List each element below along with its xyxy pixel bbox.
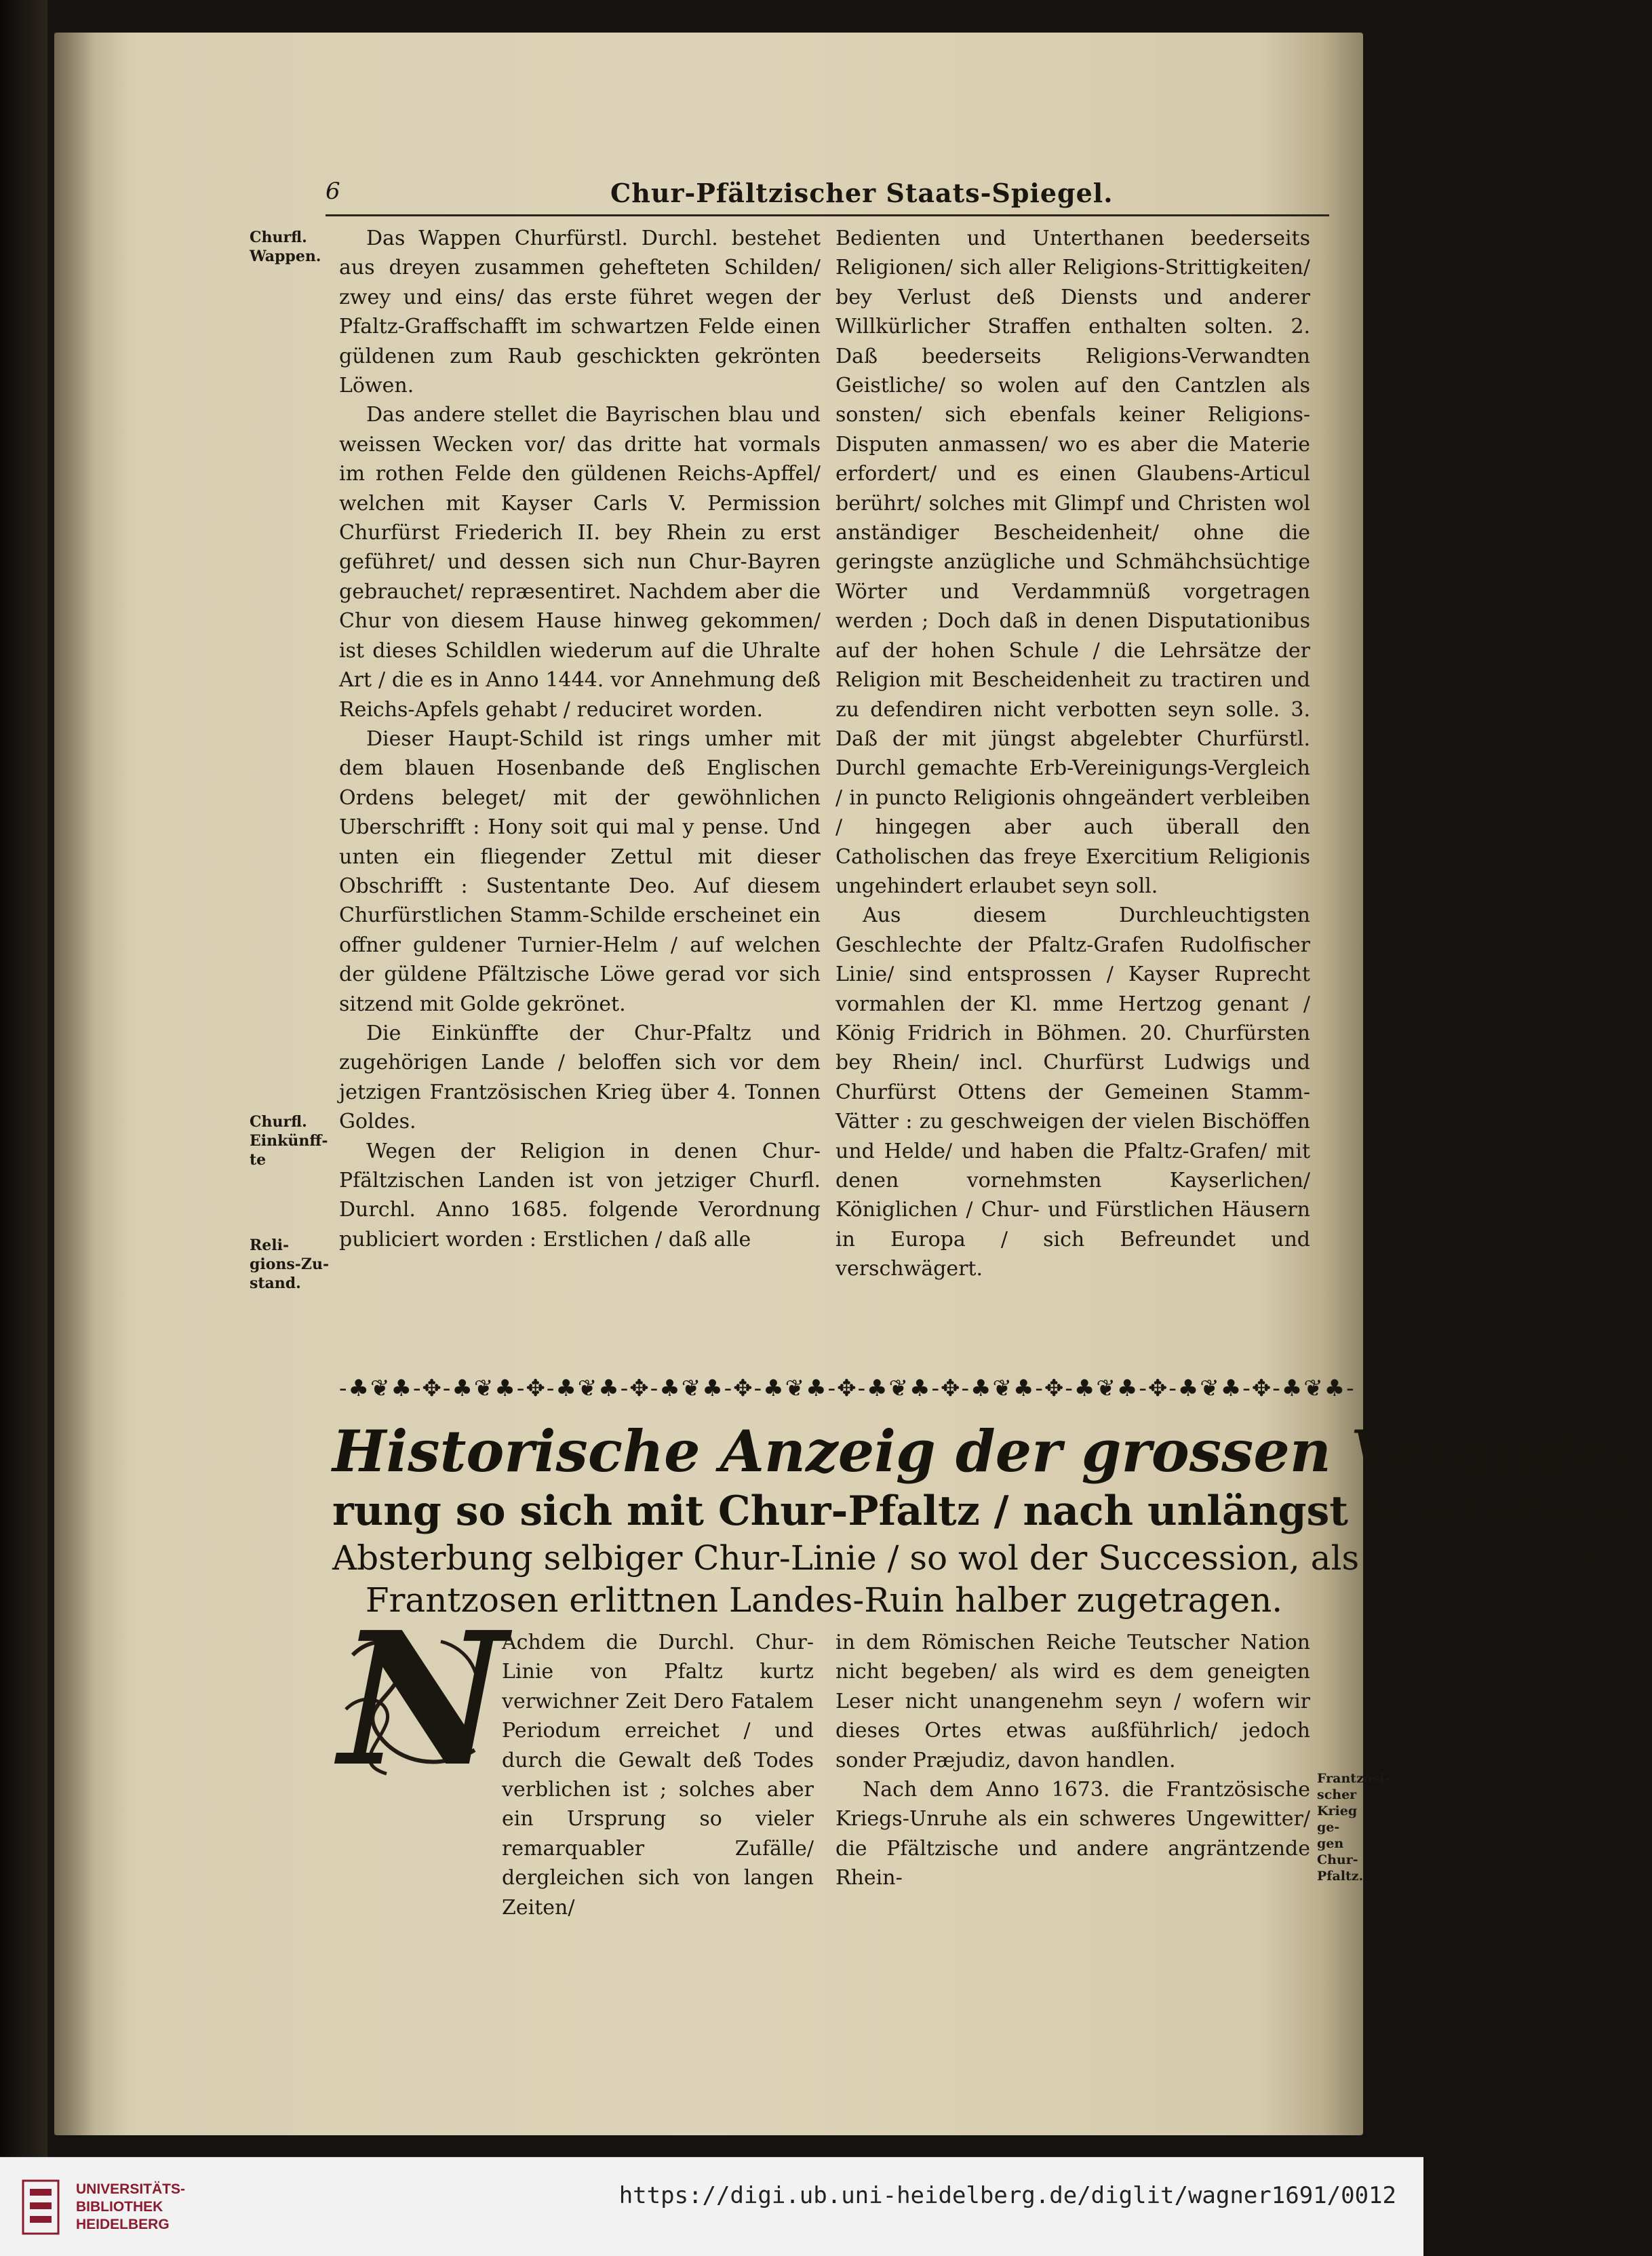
page-edge-shadow	[54, 33, 95, 2135]
university-library-logo-icon	[20, 2178, 61, 2236]
headline-line: Frantzosen erlittnen Landes-Ruin halber zugetragen.	[365, 1580, 1283, 1620]
library-logo-text	[76, 2181, 185, 2234]
headline-line: Absterbung selbiger Chur-Linie / so wol der Succession, als der durch die	[332, 1538, 1603, 1578]
logo-line: UNIVERSITÄTS-	[76, 2181, 186, 2197]
ornamental-divider: -♣❦♣-✥-♣❦♣-✥-♣❦♣-✥-♣❦♣-✥-♣❦♣-✥-♣❦♣-✥-♣❦♣-✥-♣❦♣-✥-♣❦♣-✥-♣❦♣-	[339, 1375, 1356, 1402]
permalink-url[interactable]: https://digi.ub.uni-heidelberg.de/diglit/wagner1691/0012	[618, 2182, 1396, 2209]
paragraph: Das Wappen Churfürstl. Durchl. bestehet aus dreyen zusammen gehefteten Schilden/ zwey und eins/ das erste führet wegen der Pfaltz-Graffschafft im schwartzen Felde einen güldenen zum Raub geschickten gekrönten Löwen.	[339, 227, 821, 398]
margin-note-religion: Reli- gions-Zu- stand.	[250, 1237, 330, 1292]
viewer-footer	[0, 2157, 1423, 2256]
running-title: Chur-Pfältzischer Staats-Spiegel.	[610, 178, 1114, 208]
running-head	[326, 178, 1329, 212]
headline-line: Historische Anzeig der grossen Verände-	[332, 1418, 1634, 1485]
section-headline	[332, 1418, 1652, 1621]
headline-line: rung so sich mit Chur-Pfaltz / nach unlängst beschehener	[332, 1487, 1652, 1535]
paragraph: Dieser Haupt-Schild ist rings umher mit dem blauen Hosenbande deß Englischen Ordens beleget/ mit der gewöhnlichen Uberschrifft : Hony soit qui mal y pense. Und unten ein fliegender Zettul mit dieser Obschrifft : Sustentante Deo. Auf diesem Churfürstlichen Stamm-Schilde erscheinet ein offner guldener Turnier-Helm / auf welchen der güldene Pfältzische Löwe gerad vor sich sitzend mit Golde gekrönet.	[339, 726, 821, 1016]
logo-line: BIBLIOTHEK	[76, 2199, 163, 2215]
paragraph: Bedienten und Unterthanen beederseits Religionen/ sich aller Religions-Strittigkeiten/ bey Verlust deß Diensts und anderer Willkürlicher Straffen enthalten solten. 2. Daß beederseits Religions-Verwandten Geistliche/ so wolen auf den Cantzlen als sonsten/ sich ebenfals keiner Religions-Disputen anmassen/ wo es aber die Materie erfordert/ und es einen Glaubens-Articul berührt/ solches mit Glimpf und Christen wol anständiger Bescheidenheit/ ohne die geringste anzügliche und Schmähchsüchtige Wörter und Verdammnüß vorgetragen werden ; Doch daß in denen Disputationibus auf der hohen Schule / die Lehrsätze der Religion mit Bescheidenheit zu tractiren und zu defendiren nicht verbotten seyn solle. 3. Daß der mit jüngst abgelebter Churfürstl. Durchl gemachte Erb-Vereinigungs-Vergleich / in puncto Religionis ohngeändert verbleiben / hingegen aber auch überall den Catholischen das freye Exercitium Religionis ungehindert erlaubet seyn soll.	[835, 227, 1310, 898]
text-column-left-lower	[339, 1628, 814, 1922]
margin-note-einkunfte: Churfl. Einkünff- te	[250, 1113, 328, 1169]
paragraph: Die Einkünffte der Chur-Pfaltz und zugehörigen Lande / beloffen sich vor dem jetzigen Frantzösischen Krieg über 4. Tonnen Goldes.	[339, 1021, 821, 1134]
text-column-right-lower	[835, 1628, 1310, 1893]
header-rule	[326, 214, 1329, 216]
logo-line: HEIDELBERG	[76, 2217, 170, 2232]
paragraph: Das andere stellet die Bayrischen blau und weissen Wecken vor/ das dritte hat vormals im rothen Felde den güldenen Reichs-Apffel/ welchen mit Kayser Carls V. Permission Churfürst Friederich II. bey Rhein zu erst geführet/ und dessen sich nun Chur-Bayren gebrauchet/ repræsentiret. Nachdem aber die Chur von diesem Hause hinweg gekommen/ ist dieses Schildlen wiederum auf die Uhralte Art / die es in Anno 1444. vor Annehmung deß Reichs-Apfels gehabt / reduciret worden.	[339, 403, 821, 722]
text-column-right	[835, 224, 1310, 1284]
page-number: 6	[326, 178, 340, 205]
paragraph: Nach dem Anno 1673. die Frantzösische Kriegs-Unruhe als ein schweres Ungewitter/ die Pfältzische und andere angräntzende Rhein-	[835, 1778, 1310, 1890]
book-spine-shadow	[0, 0, 47, 2157]
paragraph: Aus diesem Durchleuchtigsten Geschlechte der Pfaltz-Grafen Rudolfischer Linie/ sind entsprossen / Kayser Ruprecht vormahlen der Kl. mme Hertzog genant / König Fridrich in Böhmen. 20. Churfürsten bey Rhein/ incl. Churfürst Ludwigs und Churfürst Ottens der Gemeinen Stamm-Vätter : zu geschweigen der vielen Bischöffen und Helde/ und haben die Pfaltz-Grafen/ mit denen vornehmsten Kayserlichen/ Königlichen / Chur- und Fürstlichen Häusern in Europa / sich Befreundet und verschwägert.	[835, 903, 1310, 1281]
text-column-left	[339, 224, 821, 1254]
paragraph: Wegen der Religion in denen Chur-Pfältzischen Landen ist von jetziger Churfl. Durchl. Anno 1685. folgende Verordnung publiciert worden : Erstlichen / daß alle	[339, 1139, 821, 1251]
paragraph: in dem Römischen Reiche Teutscher Nation nicht begeben/ als wird es dem geneigten Leser nicht unangenehm seyn / wofern wir dieses Ortes etwas außführlich/ jedoch sonder Præjudiz, davon handlen.	[835, 1631, 1310, 1772]
margin-note-wappen: Churfl. Wappen.	[250, 229, 321, 265]
paragraph: Achdem die Durchl. Chur-Linie von Pfaltz kurtz verwichner Zeit Dero Fatalem Periodum erreichet / und durch die Gewalt deß Todes verblichen ist ; solches aber ein Ursprung so vieler remarquabler Zufälle/ dergleichen sich von langen Zeiten/	[502, 1631, 814, 1920]
margin-note-krieg: Frantzösi- scher Krieg ge- gen Chur- Pfaltz.	[1317, 1771, 1390, 1884]
drop-cap-letter: N	[339, 1591, 507, 1807]
